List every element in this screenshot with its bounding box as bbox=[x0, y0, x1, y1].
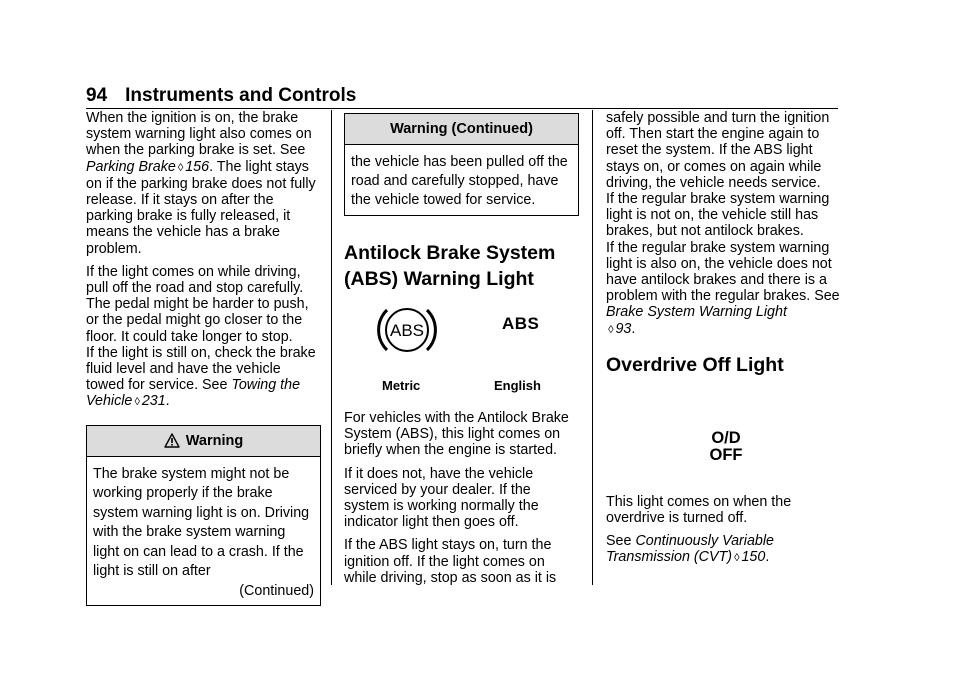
heading-overdrive-off-light: Overdrive Off Light bbox=[606, 353, 784, 376]
paragraph-overdrive: This light comes on when the overdrive is turned off. bbox=[606, 493, 792, 527]
xref-towing[interactable]: Towing the Vehicle ◊ 231 bbox=[86, 377, 301, 410]
column-3 bbox=[606, 110, 841, 574]
warning-continued-body: the vehicle has been pulled off the road and carefully stopped, have the vehicle towed for service. bbox=[351, 154, 568, 208]
xref-brake-system-warning[interactable]: Brake System Warning Light ◊ 93 bbox=[606, 304, 787, 337]
heading-abs-warning-light: Antilock Brake System (ABS) Warning Light bbox=[344, 242, 556, 290]
label-metric: Metric bbox=[382, 378, 421, 393]
label-english: English bbox=[494, 378, 541, 393]
paragraph-abs-service: If it does not, have the vehicle serviced by your dealer. If the system is working normally the indicator light then goes off. bbox=[344, 465, 539, 531]
warning-box bbox=[86, 425, 321, 606]
paragraph-see-cvt: See Continuously Variable Transmission (CVT) ◊ 150. bbox=[606, 533, 774, 566]
warning-continued-title: Warning (Continued) bbox=[345, 114, 578, 145]
paragraph-check-fluid: If the light is still on, check the brake fluid level and have the vehicle towed for service. See Towing the Vehicle ◊ 231. bbox=[86, 344, 316, 410]
page-number: 94 bbox=[86, 85, 108, 106]
page-header bbox=[86, 85, 838, 109]
paragraph-abs-reset: safely possible and turn the ignition off. Then start the engine again to reset the system. If the ABS light stays on, or comes on again while driving, the vehicle needs service. bbox=[606, 110, 830, 191]
paragraph-light-while-driving: If the light comes on while driving, pull off the road and stop carefully. The pedal might be harder to push, or the pedal might go closer to the floor. It could take longer to stop. bbox=[86, 263, 309, 345]
xref-cvt[interactable]: Continuously Variable Transmission (CVT) ◊ 150 bbox=[606, 533, 774, 566]
abs-metric-icon bbox=[374, 304, 440, 360]
abs-icons bbox=[344, 302, 579, 410]
page-ref-icon: ◊ bbox=[134, 396, 140, 409]
page-ref-icon: ◊ bbox=[734, 552, 740, 565]
paragraph-parking-brake: When the ignition is on, the brake system warning light also comes on when the parking brake is set. See Parking Brake ◊ 156. The light stays on if the parking brake does not fully release. If it stays on after the parking brake is fully released, it means the vehicle has a brake problem. bbox=[86, 110, 316, 257]
paragraph-abs-intro: For vehicles with the Antilock Brake System (ABS), this light comes on briefly when the engine is started. bbox=[344, 410, 569, 459]
warning-title: Warning bbox=[87, 426, 320, 457]
warning-box-continued bbox=[344, 113, 579, 216]
abs-english-icon: ABS bbox=[502, 314, 540, 333]
continued-label: (Continued) bbox=[239, 582, 314, 599]
svg-text:ABS: ABS bbox=[389, 321, 425, 340]
xref-parking-brake[interactable]: Parking Brake ◊ 156 bbox=[86, 158, 210, 175]
paragraph-regular-brake-on: If the regular brake system warning light is also on, the vehicle does not have antilock brakes and there is a problem with the regular brakes. See Brake System Warning Light ◊ 93. bbox=[606, 239, 840, 337]
warning-triangle-icon bbox=[164, 429, 180, 459]
column-divider-2 bbox=[592, 110, 593, 585]
paragraph-abs-stays-on: If the ABS light stays on, turn the ignition off. If the light comes on while driving, stop as soon as it is bbox=[344, 537, 557, 586]
page-ref-icon: ◊ bbox=[608, 323, 614, 336]
overdrive-off-icon: O/D OFF bbox=[709, 428, 743, 464]
paragraph-regular-brake-off: If the regular brake system warning light is not on, the vehicle still has brakes, but not antilock brakes. bbox=[606, 191, 830, 240]
column-divider-1 bbox=[331, 110, 332, 585]
warning-body: The brake system might not be working properly if the brake system warning light is on. Driving with the brake system warning light on can lead to a crash. If the light is still on after (Continued) bbox=[93, 465, 314, 599]
page-ref-icon: ◊ bbox=[177, 161, 184, 174]
section-title: Instruments and Controls bbox=[125, 85, 357, 106]
column-1 bbox=[86, 110, 321, 606]
column-2 bbox=[344, 110, 579, 593]
